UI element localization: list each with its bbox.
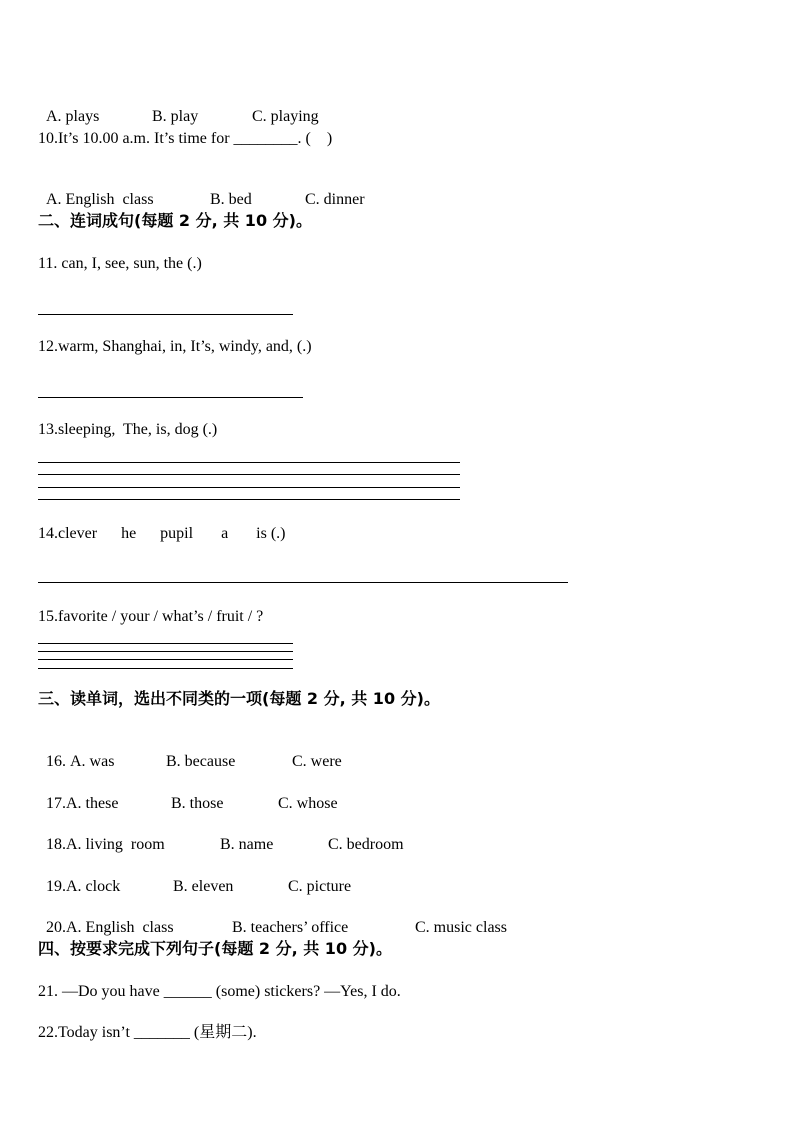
- q11-prompt: 11. can, I, see, sun, the (.): [38, 255, 202, 272]
- q13-answer-line-4: [38, 499, 460, 500]
- q17-number: 17.: [46, 795, 66, 812]
- q12-answer-line: [38, 397, 303, 398]
- q13-answer-line-1: [38, 462, 460, 463]
- q19-option-a: A. clock: [66, 878, 121, 895]
- q21-prompt: 21. —Do you have ______ (some) stickers? —Yes, I do.: [38, 983, 401, 1000]
- q16-row: [38, 732, 342, 772]
- q16-number: 16.: [46, 753, 70, 770]
- q17-option-a: A. these: [66, 795, 119, 812]
- q20-option-b: B. teachers’ office: [232, 919, 349, 936]
- q18-option-a: A. living room: [66, 836, 165, 853]
- q12-prompt: 12.warm, Shanghai, in, It’s, windy, and, (.): [38, 338, 312, 355]
- q9-options-row: [38, 87, 319, 127]
- q14-prompt: 14.clever he pupil a is (.): [38, 525, 286, 542]
- q15-answer-line-2: [38, 651, 293, 652]
- q16-option-c: C. were: [292, 753, 342, 770]
- q22-prompt: 22.Today isn’t _______ (星期二).: [38, 1024, 257, 1041]
- q18-option-b: B. name: [220, 836, 274, 853]
- q13-prompt: 13.sleeping, The, is, dog (.): [38, 421, 218, 438]
- section3-heading: 三、读单词，选出不同类的一项(每题 2 分, 共 10 分)。: [38, 689, 440, 708]
- q11-answer-line: [38, 314, 293, 315]
- q10-option-a: A. English class: [46, 191, 154, 208]
- q10-option-c: C. dinner: [305, 191, 365, 208]
- q10-question: 10.It’s 10.00 a.m. It’s time for ________. ( ): [38, 130, 333, 147]
- q18-row: [38, 815, 404, 855]
- q19-option-c: C. picture: [288, 878, 352, 895]
- q17-option-c: C. whose: [278, 795, 338, 812]
- q16-option-a: A. was: [70, 753, 115, 770]
- q19-row: [38, 857, 351, 897]
- q9-option-a: A. plays: [46, 108, 100, 125]
- q20-number: 20.: [46, 919, 66, 936]
- q17-row: [38, 774, 338, 814]
- q17-option-b: B. those: [171, 795, 224, 812]
- q19-number: 19.: [46, 878, 66, 895]
- q10-option-b: B. bed: [210, 191, 252, 208]
- q15-answer-line-4: [38, 668, 293, 669]
- q13-answer-line-2: [38, 474, 460, 475]
- q15-prompt: 15.favorite / your / what’s / fruit / ?: [38, 608, 264, 625]
- section4-heading: 四、按要求完成下列句子(每题 2 分, 共 10 分)。: [38, 939, 392, 958]
- q19-option-b: B. eleven: [173, 878, 234, 895]
- q18-number: 18.: [46, 836, 66, 853]
- q13-answer-line-3: [38, 487, 460, 488]
- q16-option-b: B. because: [166, 753, 236, 770]
- q15-answer-line-1: [38, 643, 293, 644]
- q10-options-row: [38, 170, 365, 210]
- q9-option-b: B. play: [152, 108, 199, 125]
- q9-option-c: C. playing: [252, 108, 319, 125]
- q14-answer-line: [38, 582, 568, 583]
- q20-row: [38, 898, 507, 938]
- section2-heading: 二、连词成句(每题 2 分, 共 10 分)。: [38, 211, 312, 230]
- q20-option-c: C. music class: [415, 919, 507, 936]
- q15-answer-line-3: [38, 659, 293, 660]
- q18-option-c: C. bedroom: [328, 836, 404, 853]
- q20-option-a: A. English class: [66, 919, 174, 936]
